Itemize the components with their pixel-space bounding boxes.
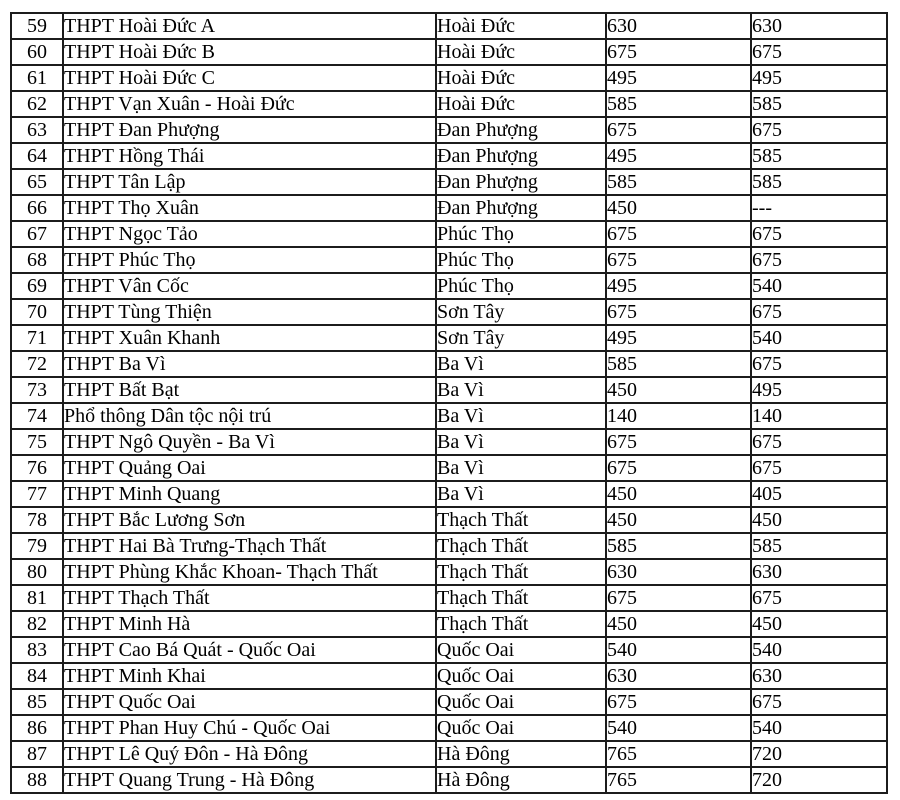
row-number-cell: 74 <box>11 403 63 429</box>
district-cell: Hà Đông <box>436 767 606 793</box>
score2-cell: 675 <box>751 117 887 143</box>
row-number-cell: 76 <box>11 455 63 481</box>
table-row <box>11 559 887 585</box>
table-row <box>11 117 887 143</box>
row-number-cell: 64 <box>11 143 63 169</box>
school-name-cell: THPT Bắc Lương Sơn <box>63 507 436 533</box>
row-number-cell: 88 <box>11 767 63 793</box>
school-name-cell: THPT Hồng Thái <box>63 143 436 169</box>
school-name-cell: THPT Quang Trung - Hà Đông <box>63 767 436 793</box>
district-cell: Hoài Đức <box>436 65 606 91</box>
table-row <box>11 455 887 481</box>
district-cell: Quốc Oai <box>436 637 606 663</box>
district-cell: Thạch Thất <box>436 611 606 637</box>
row-number-cell: 85 <box>11 689 63 715</box>
table-row <box>11 637 887 663</box>
district-cell: Quốc Oai <box>436 715 606 741</box>
table-row <box>11 247 887 273</box>
score1-cell: 450 <box>606 195 751 221</box>
district-cell: Ba Vì <box>436 403 606 429</box>
score1-cell: 495 <box>606 273 751 299</box>
score2-cell: 450 <box>751 507 887 533</box>
district-cell: Đan Phượng <box>436 169 606 195</box>
row-number-cell: 83 <box>11 637 63 663</box>
school-name-cell: THPT Minh Quang <box>63 481 436 507</box>
school-name-cell: Phổ thông Dân tộc nội trú <box>63 403 436 429</box>
score2-cell: 495 <box>751 65 887 91</box>
school-name-cell: THPT Phùng Khắc Khoan- Thạch Thất <box>63 559 436 585</box>
score1-cell: 540 <box>606 637 751 663</box>
district-cell: Quốc Oai <box>436 663 606 689</box>
school-name-cell: THPT Cao Bá Quát - Quốc Oai <box>63 637 436 663</box>
score2-cell: 540 <box>751 273 887 299</box>
score2-cell: 675 <box>751 585 887 611</box>
table-row <box>11 39 887 65</box>
table-row <box>11 611 887 637</box>
score2-cell: 675 <box>751 351 887 377</box>
score2-cell: 405 <box>751 481 887 507</box>
table-row <box>11 377 887 403</box>
district-cell: Hà Đông <box>436 741 606 767</box>
table-row <box>11 429 887 455</box>
score2-cell: 675 <box>751 221 887 247</box>
row-number-cell: 79 <box>11 533 63 559</box>
table-row <box>11 299 887 325</box>
row-number-cell: 63 <box>11 117 63 143</box>
row-number-cell: 62 <box>11 91 63 117</box>
table-row <box>11 585 887 611</box>
score2-cell: 450 <box>751 611 887 637</box>
district-cell: Hoài Đức <box>436 39 606 65</box>
table-row <box>11 741 887 767</box>
district-cell: Hoài Đức <box>436 13 606 39</box>
row-number-cell: 71 <box>11 325 63 351</box>
score2-cell: 675 <box>751 247 887 273</box>
district-cell: Thạch Thất <box>436 507 606 533</box>
score2-cell: 675 <box>751 429 887 455</box>
row-number-cell: 68 <box>11 247 63 273</box>
score2-cell: 140 <box>751 403 887 429</box>
score2-cell: 540 <box>751 715 887 741</box>
district-cell: Phúc Thọ <box>436 221 606 247</box>
row-number-cell: 72 <box>11 351 63 377</box>
row-number-cell: 66 <box>11 195 63 221</box>
row-number-cell: 65 <box>11 169 63 195</box>
school-name-cell: THPT Thọ Xuân <box>63 195 436 221</box>
row-number-cell: 77 <box>11 481 63 507</box>
district-cell: Sơn Tây <box>436 325 606 351</box>
score1-cell: 450 <box>606 507 751 533</box>
score1-cell: 450 <box>606 611 751 637</box>
score1-cell: 585 <box>606 169 751 195</box>
score2-cell: 675 <box>751 299 887 325</box>
score1-cell: 675 <box>606 299 751 325</box>
school-name-cell: THPT Hoài Đức C <box>63 65 436 91</box>
score1-cell: 675 <box>606 689 751 715</box>
score1-cell: 630 <box>606 663 751 689</box>
score1-cell: 765 <box>606 767 751 793</box>
school-name-cell: THPT Đan Phượng <box>63 117 436 143</box>
district-cell: Hoài Đức <box>436 91 606 117</box>
row-number-cell: 61 <box>11 65 63 91</box>
district-cell: Đan Phượng <box>436 143 606 169</box>
score1-cell: 630 <box>606 559 751 585</box>
score2-cell: 540 <box>751 637 887 663</box>
district-cell: Ba Vì <box>436 481 606 507</box>
school-name-cell: THPT Phúc Thọ <box>63 247 436 273</box>
district-cell: Thạch Thất <box>436 533 606 559</box>
row-number-cell: 87 <box>11 741 63 767</box>
school-name-cell: THPT Lê Quý Đôn - Hà Đông <box>63 741 436 767</box>
score1-cell: 675 <box>606 455 751 481</box>
row-number-cell: 69 <box>11 273 63 299</box>
table-row <box>11 767 887 793</box>
score2-cell: 540 <box>751 325 887 351</box>
score1-cell: 675 <box>606 221 751 247</box>
school-score-table <box>10 12 888 794</box>
score1-cell: 140 <box>606 403 751 429</box>
district-cell: Thạch Thất <box>436 559 606 585</box>
table-row <box>11 143 887 169</box>
score2-cell: 675 <box>751 455 887 481</box>
score1-cell: 450 <box>606 481 751 507</box>
row-number-cell: 78 <box>11 507 63 533</box>
table-row <box>11 403 887 429</box>
table-row <box>11 13 887 39</box>
row-number-cell: 81 <box>11 585 63 611</box>
row-number-cell: 84 <box>11 663 63 689</box>
table-row <box>11 689 887 715</box>
district-cell: Sơn Tây <box>436 299 606 325</box>
district-cell: Quốc Oai <box>436 689 606 715</box>
school-name-cell: THPT Hai Bà Trưng-Thạch Thất <box>63 533 436 559</box>
score1-cell: 630 <box>606 13 751 39</box>
score1-cell: 585 <box>606 91 751 117</box>
score1-cell: 675 <box>606 247 751 273</box>
table-row <box>11 169 887 195</box>
district-cell: Đan Phượng <box>436 117 606 143</box>
school-name-cell: THPT Tùng Thiện <box>63 299 436 325</box>
score2-cell: 585 <box>751 143 887 169</box>
district-cell: Ba Vì <box>436 351 606 377</box>
table-row <box>11 663 887 689</box>
score1-cell: 450 <box>606 377 751 403</box>
score2-cell: 630 <box>751 13 887 39</box>
score1-cell: 495 <box>606 143 751 169</box>
score1-cell: 675 <box>606 429 751 455</box>
district-cell: Thạch Thất <box>436 585 606 611</box>
school-name-cell: THPT Tân Lập <box>63 169 436 195</box>
table-row <box>11 481 887 507</box>
school-name-cell: THPT Minh Hà <box>63 611 436 637</box>
score1-cell: 675 <box>606 585 751 611</box>
row-number-cell: 82 <box>11 611 63 637</box>
score2-cell: 585 <box>751 169 887 195</box>
row-number-cell: 67 <box>11 221 63 247</box>
school-name-cell: THPT Bất Bạt <box>63 377 436 403</box>
row-number-cell: 86 <box>11 715 63 741</box>
district-cell: Đan Phượng <box>436 195 606 221</box>
table-row <box>11 507 887 533</box>
score2-cell: 630 <box>751 663 887 689</box>
table-row <box>11 351 887 377</box>
score1-cell: 495 <box>606 325 751 351</box>
row-number-cell: 70 <box>11 299 63 325</box>
score2-cell: 675 <box>751 689 887 715</box>
district-cell: Ba Vì <box>436 455 606 481</box>
school-name-cell: THPT Vạn Xuân - Hoài Đức <box>63 91 436 117</box>
table-row <box>11 325 887 351</box>
school-name-cell: THPT Phan Huy Chú - Quốc Oai <box>63 715 436 741</box>
row-number-cell: 59 <box>11 13 63 39</box>
score2-cell: 630 <box>751 559 887 585</box>
score2-cell: 675 <box>751 39 887 65</box>
score2-cell: 720 <box>751 767 887 793</box>
table-row <box>11 533 887 559</box>
table-row <box>11 65 887 91</box>
district-cell: Ba Vì <box>436 429 606 455</box>
school-name-cell: THPT Ngô Quyền - Ba Vì <box>63 429 436 455</box>
table-row <box>11 715 887 741</box>
school-name-cell: THPT Quảng Oai <box>63 455 436 481</box>
school-name-cell: THPT Xuân Khanh <box>63 325 436 351</box>
district-cell: Ba Vì <box>436 377 606 403</box>
school-name-cell: THPT Thạch Thất <box>63 585 436 611</box>
table-row <box>11 91 887 117</box>
score2-cell: 495 <box>751 377 887 403</box>
row-number-cell: 60 <box>11 39 63 65</box>
district-cell: Phúc Thọ <box>436 247 606 273</box>
table-row <box>11 221 887 247</box>
school-table-body <box>11 13 887 793</box>
district-cell: Phúc Thọ <box>436 273 606 299</box>
school-name-cell: THPT Vân Cốc <box>63 273 436 299</box>
school-name-cell: THPT Ba Vì <box>63 351 436 377</box>
table-row <box>11 195 887 221</box>
score2-cell: --- <box>751 195 887 221</box>
score2-cell: 585 <box>751 533 887 559</box>
school-name-cell: THPT Quốc Oai <box>63 689 436 715</box>
school-name-cell: THPT Ngọc Tảo <box>63 221 436 247</box>
score1-cell: 675 <box>606 39 751 65</box>
score1-cell: 540 <box>606 715 751 741</box>
score2-cell: 585 <box>751 91 887 117</box>
school-name-cell: THPT Minh Khai <box>63 663 436 689</box>
score1-cell: 585 <box>606 351 751 377</box>
school-name-cell: THPT Hoài Đức A <box>63 13 436 39</box>
score1-cell: 585 <box>606 533 751 559</box>
score1-cell: 765 <box>606 741 751 767</box>
row-number-cell: 75 <box>11 429 63 455</box>
score2-cell: 720 <box>751 741 887 767</box>
table-row <box>11 273 887 299</box>
score1-cell: 495 <box>606 65 751 91</box>
row-number-cell: 73 <box>11 377 63 403</box>
row-number-cell: 80 <box>11 559 63 585</box>
school-name-cell: THPT Hoài Đức B <box>63 39 436 65</box>
score1-cell: 675 <box>606 117 751 143</box>
